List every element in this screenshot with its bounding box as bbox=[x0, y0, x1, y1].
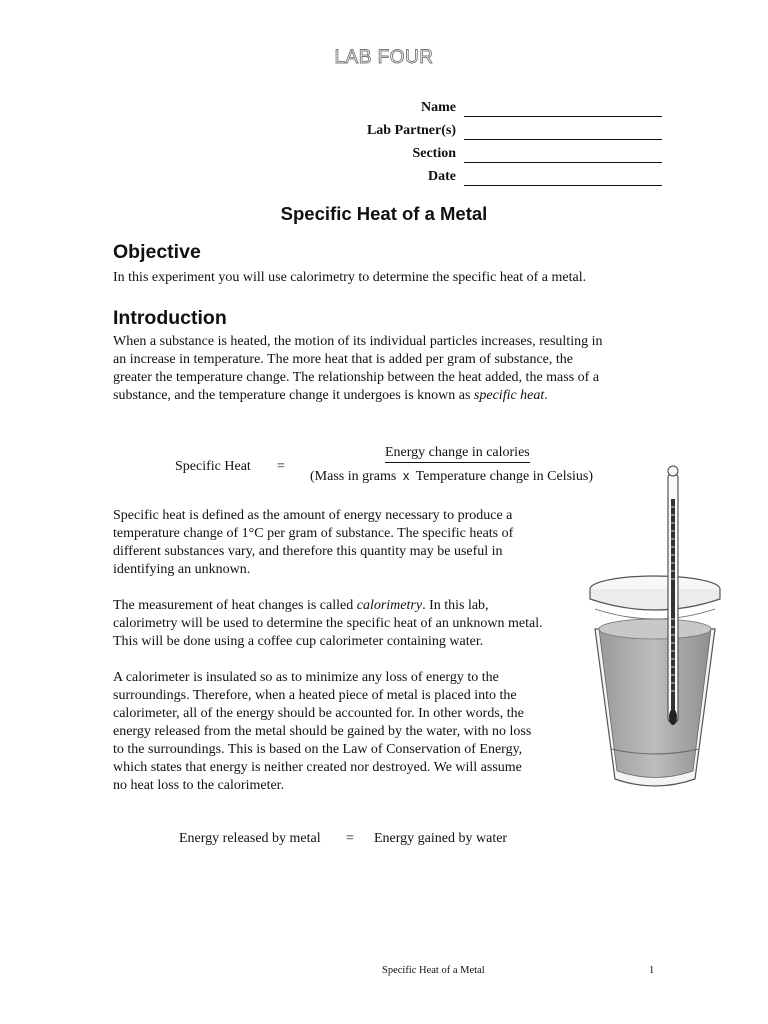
intro-paragraph-1 bbox=[113, 333, 602, 405]
intro-p1-line: When a substance is heated, the motion of its individual particles increases, resulting in bbox=[113, 334, 603, 349]
calorimetry-term: calorimetry bbox=[356, 598, 423, 613]
intro-p4-line: to the surroundings. This is based on the Law of Conservation of Energy, bbox=[113, 742, 523, 757]
intro-p2-line: temperature change of 1°C per gram of substance. The specific heats of bbox=[113, 526, 514, 541]
document-title: Specific Heat of a Metal bbox=[280, 203, 488, 224]
intro-paragraph-3 bbox=[113, 597, 543, 651]
intro-p3-line: calorimetry will be used to determine the specific heat of an unknown metal. bbox=[113, 616, 543, 631]
formula-times: x bbox=[402, 468, 410, 483]
name-label: Name bbox=[421, 100, 456, 115]
formula-equals: = bbox=[277, 459, 285, 474]
lab-partners-line bbox=[464, 139, 662, 140]
intro-p2-line: Specific heat is defined as the amount of energy necessary to produce a bbox=[113, 508, 513, 523]
intro-p4-line: A calorimeter is insulated so as to minimize any loss of energy to the bbox=[113, 670, 499, 685]
calorimeter-illustration bbox=[585, 459, 725, 799]
intro-p4-line: surroundings. Therefore, when a heated piece of metal is placed into the bbox=[113, 688, 517, 703]
intro-p3-line1-text: The measurement of heat changes is called bbox=[113, 598, 357, 613]
intro-p1-line bbox=[113, 387, 602, 405]
energy-gained-text: Energy gained by water bbox=[374, 831, 508, 846]
section-line bbox=[464, 162, 662, 163]
intro-p1-line: greater the temperature change. The relationship between the heat added, the mass of a bbox=[113, 370, 600, 385]
objective-heading: Objective bbox=[113, 241, 201, 263]
date-label: Date bbox=[428, 169, 456, 184]
section-label: Section bbox=[412, 146, 456, 161]
energy-equals: = bbox=[346, 831, 354, 846]
formula-label: Specific Heat bbox=[175, 459, 251, 474]
specific-heat-term: specific heat bbox=[473, 388, 545, 403]
intro-p3-line bbox=[113, 597, 543, 615]
intro-p1-line4-text: substance, and the temperature change it undergoes is known as bbox=[113, 388, 474, 403]
lab-partners-field bbox=[300, 123, 662, 143]
introduction-heading: Introduction bbox=[113, 307, 227, 329]
date-line bbox=[464, 185, 662, 186]
date-field bbox=[300, 169, 662, 189]
name-line bbox=[464, 116, 662, 117]
intro-p3-line1-end: . In this lab, bbox=[422, 598, 489, 613]
intro-paragraph-4 bbox=[113, 669, 531, 795]
intro-p3-line: This will be done using a coffee cup calorimeter containing water. bbox=[113, 634, 484, 649]
section-field bbox=[300, 146, 662, 166]
intro-p1-line4-end: . bbox=[544, 388, 548, 403]
objective-text bbox=[113, 269, 586, 287]
name-field bbox=[300, 100, 662, 120]
intro-p4-line: no heat loss to the calorimeter. bbox=[113, 778, 285, 793]
page-number: 1 bbox=[649, 965, 655, 976]
intro-p2-line: different substances vary, and therefore this quantity may be useful in bbox=[113, 544, 503, 559]
intro-p4-line: which states that energy is neither created nor destroyed. We will assume bbox=[113, 760, 522, 775]
intro-p4-line: energy released from the metal should be gained by the water, with no loss bbox=[113, 724, 532, 739]
energy-released-text: Energy released by metal bbox=[179, 831, 321, 846]
objective-line: In this experiment you will use calorimetry to determine the specific heat of a metal. bbox=[113, 270, 587, 285]
intro-p4-line: calorimeter, all of the energy should be accounted for. In other words, the bbox=[113, 706, 524, 721]
intro-p1-line: an increase in temperature. The more heat that is added per gram of substance, the bbox=[113, 352, 573, 367]
lab-partners-label: Lab Partner(s) bbox=[366, 123, 456, 138]
formula-denominator-mass: (Mass in grams bbox=[310, 469, 397, 484]
intro-p2-line: identifying an unknown. bbox=[113, 562, 251, 577]
lab-title: LAB FOUR bbox=[334, 47, 434, 68]
footer-title: Specific Heat of a Metal bbox=[382, 965, 485, 976]
formula-denominator bbox=[310, 468, 593, 485]
formula-denominator-temp: Temperature change in Celsius) bbox=[415, 469, 594, 484]
formula-numerator: Energy change in calories bbox=[385, 445, 530, 463]
intro-paragraph-2 bbox=[113, 507, 513, 579]
